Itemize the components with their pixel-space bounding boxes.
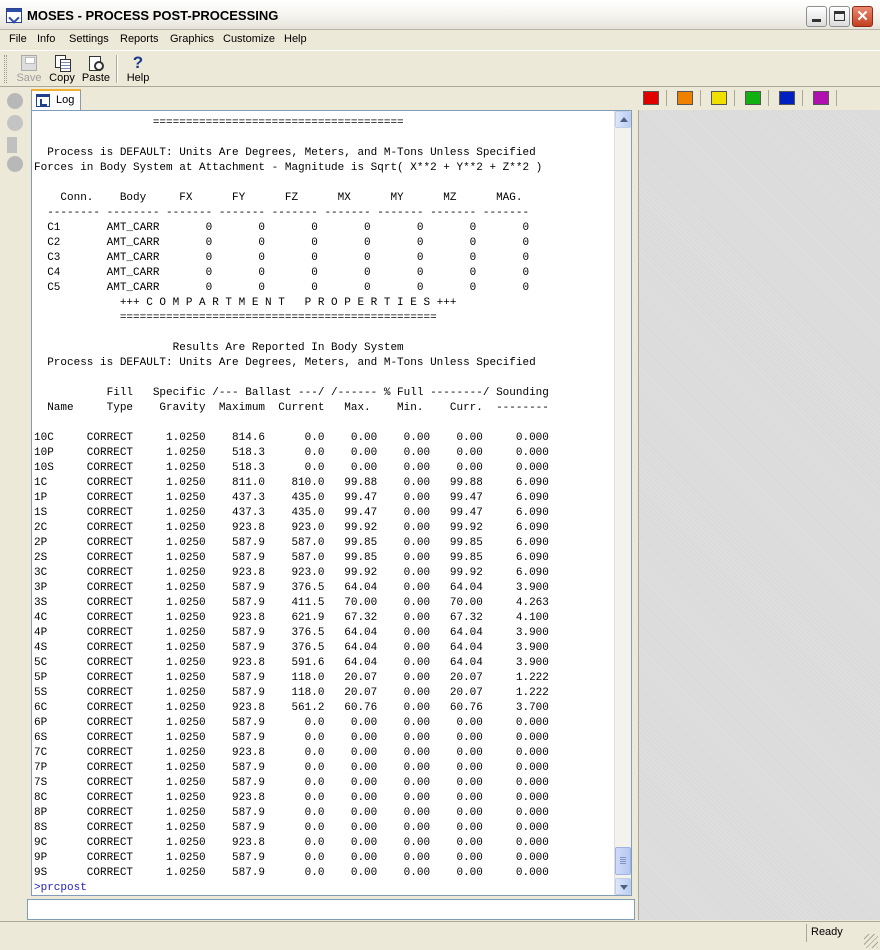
tab-log[interactable] [31,89,81,110]
palette-separator [768,90,769,106]
help-label: Help [126,72,150,84]
paste-icon [88,55,104,71]
log-line: 4S CORRECT 1.0250 587.9 376.5 64.04 0.00 64.04 3.900 [34,642,549,654]
menu-bar [0,30,880,49]
record-icon[interactable] [7,93,23,109]
help-icon: ? [132,53,144,72]
log-line: C3 AMT_CARR 0 0 0 0 0 0 0 [34,252,530,264]
color-swatch-red[interactable] [643,91,659,105]
color-swatch-orange[interactable] [677,91,693,105]
toolbar-grip[interactable] [4,55,7,83]
title-bar [0,0,880,30]
log-line: -------- -------- ------- ------- ------- ------- ------- ------- ------- [34,207,530,219]
save-label: Save [16,72,42,84]
menu-reports[interactable]: Reports [120,33,159,45]
log-line [34,371,614,386]
log-line: C5 AMT_CARR 0 0 0 0 0 0 0 [34,282,530,294]
log-line: 1P CORRECT 1.0250 437.3 435.0 99.47 0.00 99.47 6.090 [34,492,549,504]
log-line: 3S CORRECT 1.0250 587.9 411.5 70.00 0.00 70.00 4.263 [34,597,549,609]
app-icon [6,8,22,23]
palette-separator [836,90,837,106]
log-line: Process is DEFAULT: Units Are Degrees, Meters, and M-Tons Unless Specified [34,147,536,159]
toolbar [0,50,880,87]
log-panel[interactable] [31,110,632,896]
command-prompt-line: >prcpost [34,882,87,894]
log-line: 10P CORRECT 1.0250 518.3 0.0 0.00 0.00 0.00 0.000 [34,447,549,459]
log-line: 9P CORRECT 1.0250 587.9 0.0 0.00 0.00 0.00 0.000 [34,852,549,864]
log-line [34,131,614,146]
status-text: Ready [806,924,858,942]
log-line [34,416,614,431]
copy-label: Copy [49,72,75,84]
log-line: Name Type Gravity Maximum Current Max. Min. Curr. -------- [34,402,549,414]
log-line: 8S CORRECT 1.0250 587.9 0.0 0.00 0.00 0.00 0.000 [34,822,549,834]
log-line: 1C CORRECT 1.0250 811.0 810.0 99.88 0.00 99.88 6.090 [34,477,549,489]
menu-help[interactable]: Help [284,33,307,45]
log-line: 5C CORRECT 1.0250 923.8 591.6 64.04 0.00 64.04 3.900 [34,657,549,669]
log-line: 4P CORRECT 1.0250 587.9 376.5 64.04 0.00 64.04 3.900 [34,627,549,639]
log-line: ====================================== [34,117,404,129]
log-line: Conn. Body FX FY FZ MX MY MZ MAG. [34,192,523,204]
log-line: C4 AMT_CARR 0 0 0 0 0 0 0 [34,267,530,279]
minimize-button[interactable] [806,6,827,27]
log-line: 7C CORRECT 1.0250 923.8 0.0 0.00 0.00 0.00 0.000 [34,747,549,759]
log-line: Fill Specific /--- Ballast ---/ /------ % Full --------/ Sounding [34,387,549,399]
help-button[interactable] [123,53,153,86]
close-button[interactable] [852,6,873,27]
menu-info[interactable]: Info [37,33,56,45]
color-swatch-green[interactable] [745,91,761,105]
paste-label: Paste [81,72,111,84]
log-text [34,116,614,896]
toolbar-separator [116,55,118,83]
scroll-down-button[interactable] [615,878,631,895]
scroll-up-button[interactable] [615,111,631,128]
copy-button[interactable] [46,53,78,86]
log-icon [36,94,50,107]
log-line: 2C CORRECT 1.0250 923.8 923.0 99.92 0.00 99.92 6.090 [34,522,549,534]
resize-grip-icon[interactable] [864,934,878,948]
log-line: C2 AMT_CARR 0 0 0 0 0 0 0 [34,237,530,249]
tab-log-label: Log [56,94,75,106]
pointer-icon[interactable] [7,137,17,153]
chevron-up-icon [620,117,628,122]
menu-graphics[interactable]: Graphics [170,33,215,45]
log-line: 1S CORRECT 1.0250 437.3 435.0 99.47 0.00 99.47 6.090 [34,507,549,519]
log-line: +++ C O M P A R T M E N T P R O P E R T I E S +++ [34,297,457,309]
log-line: 10S CORRECT 1.0250 518.3 0.0 0.00 0.00 0.00 0.000 [34,462,549,474]
log-line: 8P CORRECT 1.0250 587.9 0.0 0.00 0.00 0.00 0.000 [34,807,549,819]
left-tool-strip [3,90,27,180]
palette-separator [734,90,735,106]
log-line [34,176,614,191]
menu-settings[interactable]: Settings [69,33,109,45]
scroll-thumb[interactable] [615,847,631,875]
log-line: ================================================ [34,312,437,324]
menu-file[interactable]: File [9,33,27,45]
log-line: 5P CORRECT 1.0250 587.9 118.0 20.07 0.00 20.07 1.222 [34,672,549,684]
maximize-icon [834,11,845,21]
command-input[interactable] [27,899,635,920]
color-palette [638,88,880,108]
menu-customize[interactable]: Customize [223,33,275,45]
window-title: MOSES - PROCESS POST-PROCESSING [27,8,279,23]
log-line: 2S CORRECT 1.0250 587.9 587.0 99.85 0.00 99.85 6.090 [34,552,549,564]
log-line: 9S CORRECT 1.0250 587.9 0.0 0.00 0.00 0.00 0.000 [34,867,549,879]
status-main-pane [4,924,802,942]
chat-icon[interactable] [7,156,23,172]
save-button[interactable] [13,53,45,86]
maximize-button[interactable] [829,6,850,27]
color-swatch-purple[interactable] [813,91,829,105]
close-icon: ✕ [856,8,869,25]
status-bar [0,921,880,950]
copy-icon [54,55,70,71]
minimize-icon [812,19,821,22]
log-line: 4C CORRECT 1.0250 923.8 621.9 67.32 0.00 67.32 4.100 [34,612,549,624]
log-scrollbar[interactable] [614,111,631,895]
log-line: 2P CORRECT 1.0250 587.9 587.0 99.85 0.00 99.85 6.090 [34,537,549,549]
palette-separator [666,90,667,106]
save-icon [21,55,37,71]
log-line: Forces in Body System at Attachment - Magnitude is Sqrt( X**2 + Y**2 + Z**2 ) [34,162,543,174]
log-line: C1 AMT_CARR 0 0 0 0 0 0 0 [34,222,530,234]
log-line: 7S CORRECT 1.0250 587.9 0.0 0.00 0.00 0.00 0.000 [34,777,549,789]
chevron-down-icon [620,885,628,890]
log-line: 3C CORRECT 1.0250 923.8 923.0 99.92 0.00 99.92 6.090 [34,567,549,579]
paste-button[interactable] [79,53,113,86]
log-line: 7P CORRECT 1.0250 587.9 0.0 0.00 0.00 0.00 0.000 [34,762,549,774]
log-line: Process is DEFAULT: Units Are Degrees, Meters, and M-Tons Unless Specified [34,357,536,369]
palette-separator [700,90,701,106]
refresh-icon[interactable] [7,115,23,131]
log-line: 8C CORRECT 1.0250 923.8 0.0 0.00 0.00 0.00 0.000 [34,792,549,804]
color-swatch-yellow[interactable] [711,91,727,105]
log-line: 10C CORRECT 1.0250 814.6 0.0 0.00 0.00 0.00 0.000 [34,432,549,444]
log-line: 6C CORRECT 1.0250 923.8 561.2 60.76 0.00 60.76 3.700 [34,702,549,714]
log-line: 9C CORRECT 1.0250 923.8 0.0 0.00 0.00 0.00 0.000 [34,837,549,849]
log-line: 6P CORRECT 1.0250 587.9 0.0 0.00 0.00 0.00 0.000 [34,717,549,729]
log-line: Results Are Reported In Body System [34,342,404,354]
log-line: 6S CORRECT 1.0250 587.9 0.0 0.00 0.00 0.00 0.000 [34,732,549,744]
log-line: 3P CORRECT 1.0250 587.9 376.5 64.04 0.00 64.04 3.900 [34,582,549,594]
log-line [34,326,614,341]
color-swatch-blue[interactable] [779,91,795,105]
log-line: 5S CORRECT 1.0250 587.9 118.0 20.07 0.00 20.07 1.222 [34,687,549,699]
graphics-canvas[interactable] [638,110,880,920]
palette-separator [802,90,803,106]
